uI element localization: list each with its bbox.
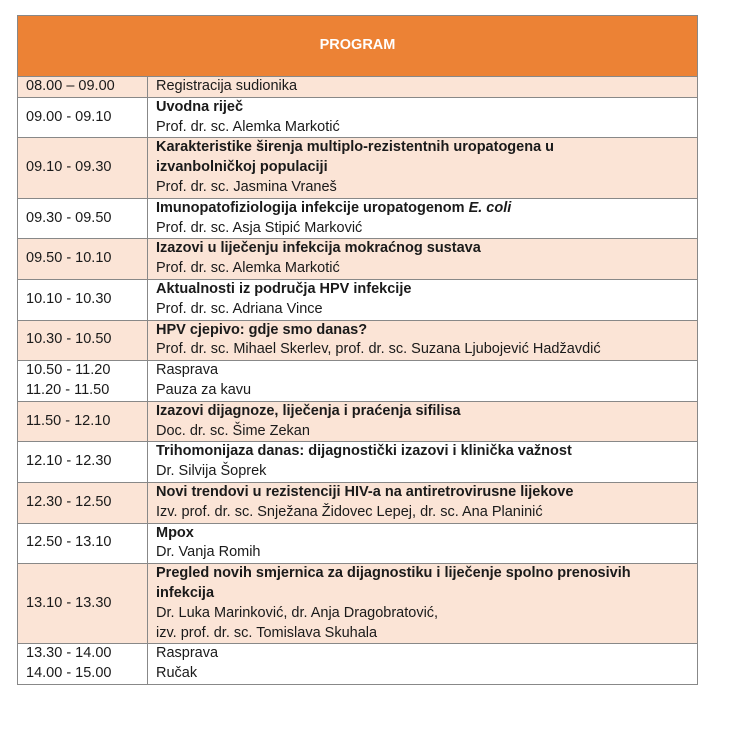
schedule-row [18,138,698,198]
program-body [18,16,698,685]
time-cell [18,239,148,280]
session-title [156,442,693,462]
speaker-line [156,624,693,644]
time-cell [18,138,148,198]
description-cell [148,320,698,361]
time-cell [18,442,148,483]
session-title [156,199,693,219]
schedule-row [18,442,698,483]
line-text: Aktualnosti iz područja HPV infekcije [156,280,412,297]
description-cell [148,239,698,280]
line-text: Dr. Vanja Romih [156,544,261,561]
line-text: HPV cjepivo: gdje smo danas? [156,321,368,338]
time-slot: 09.50 - 10.10 [26,250,112,267]
speaker-line [156,340,693,360]
time-slot: 10.30 - 10.50 [26,331,112,348]
schedule-row [18,644,698,685]
schedule-row [18,482,698,523]
session-title [156,321,693,341]
line-text: Rasprava [156,645,219,662]
line-text: Pauza za kavu [156,381,252,398]
line-text: Ručak [156,665,198,682]
program-header-row [18,16,698,77]
session-title [156,402,693,422]
time-cell [18,279,148,320]
line-text: Mpox [156,524,194,541]
speaker-line [156,219,693,239]
line-text: Rasprava [156,362,219,379]
session-title [156,483,693,503]
line-text: Prof. dr. sc. Alemka Markotić [156,118,340,135]
time-slot: 09.10 - 09.30 [26,159,112,176]
time-slot: 10.10 - 10.30 [26,290,112,307]
time-cell [18,564,148,644]
line-text: Pregled novih smjernica za dijagnostiku i liječenje spolno prenosivih [156,565,631,582]
session-title [156,158,693,178]
line-text: Dr. Luka Marinković, dr. Anja Dragobratović, [156,604,439,621]
line-text: Prof. dr. sc. Asja Stipić Marković [156,219,363,236]
time-cell [18,97,148,138]
time-slot: 10.50 - 11.20 [26,362,111,379]
session-title [156,524,693,544]
time-slot: 11.20 - 11.50 [26,381,110,398]
schedule-row [18,523,698,564]
time-slot: 09.00 - 09.10 [26,108,112,125]
description-cell [148,523,698,564]
description-cell [148,442,698,483]
speaker-line [156,178,693,198]
time-slot: 09.30 - 09.50 [26,209,112,226]
line-text: Uvodna riječ [156,98,244,115]
time-cell [18,198,148,239]
time-cell [18,401,148,442]
line-text: Karakteristike širenja multiplo-rezistentnih uropatogena u [156,139,555,156]
line-text: Novi trendovi u rezistenciji HIV-a na antiretrovirusne lijekove [156,483,574,500]
line-text: Dr. Silvija Šoprek [156,463,267,480]
description-cell [148,279,698,320]
schedule-row [18,320,698,361]
session-title [156,239,693,259]
time-slot: 11.50 - 12.10 [26,412,111,429]
description-cell [148,482,698,523]
line-text: Izazovi u liječenju infekcija mokraćnog sustava [156,240,481,257]
schedule-row [18,361,698,402]
speaker-line [156,381,693,401]
time-slot: 12.50 - 13.10 [26,534,112,551]
speaker-line [156,462,693,482]
session-title [156,98,693,118]
line-text: Doc. dr. sc. Šime Zekan [156,422,310,439]
speaker-line [156,118,693,138]
time-cell [18,77,148,98]
line-text: Registracija sudionika [156,78,298,94]
description-cell [148,198,698,239]
speaker-line [156,361,693,381]
description-cell [148,77,698,98]
description-cell [148,97,698,138]
line-text: Prof. dr. sc. Jasmina Vraneš [156,178,337,195]
line-text: Prof. dr. sc. Alemka Markotić [156,260,340,277]
time-cell [18,320,148,361]
schedule-row [18,77,698,98]
line-text: Trihomonijaza danas: dijagnostički izazovi i klinička važnost [156,443,572,460]
speaker-line [156,259,693,279]
description-cell [148,361,698,402]
program-header: PROGRAM [18,16,698,77]
schedule-row [18,279,698,320]
time-cell [18,523,148,564]
time-slot: 14.00 - 15.00 [26,665,112,682]
description-cell [148,401,698,442]
description-cell [148,138,698,198]
speaker-line [156,543,693,563]
line-text: izv. prof. dr. sc. Tomislava Skuhala [156,624,378,641]
session-title [156,564,693,584]
session-title [156,280,693,300]
line-text: Prof. dr. sc. Mihael Skerlev, prof. dr. sc. Suzana Ljubojević Hadžavdić [156,341,601,358]
line-text: Izazovi dijagnoze, liječenja i praćenja sifilisa [156,402,461,419]
description-cell [148,564,698,644]
time-cell [18,482,148,523]
time-slot: 13.30 - 14.00 [26,645,112,662]
program-table [17,15,698,685]
line-text: izvanbolničkoj populaciji [156,159,328,176]
schedule-row [18,401,698,442]
schedule-row [18,97,698,138]
session-title [156,138,693,158]
line-text: Prof. dr. sc. Adriana Vince [156,300,323,317]
speaker-line [156,77,693,97]
line-text: Imunopatofiziologija infekcije uropatogenom [156,199,465,216]
speaker-line [156,300,693,320]
speaker-line [156,422,693,442]
speaker-line [156,664,693,684]
speaker-line [156,503,693,523]
line-text-italic: E. coli [464,199,512,216]
speaker-line [156,644,693,664]
time-cell [18,644,148,685]
session-title [156,584,693,604]
schedule-row [18,239,698,280]
line-text: infekcija [156,584,215,601]
time-slot: 08.00 – 09.00 [26,78,115,94]
speaker-line [156,604,693,624]
schedule-row [18,564,698,644]
time-slot: 12.30 - 12.50 [26,493,112,510]
time-slot: 13.10 - 13.30 [26,594,112,611]
time-slot: 12.10 - 12.30 [26,453,112,470]
schedule-row [18,198,698,239]
time-cell [18,361,148,402]
description-cell [148,644,698,685]
line-text: Izv. prof. dr. sc. Snježana Židovec Lepej, dr. sc. Ana Planinić [156,503,543,520]
